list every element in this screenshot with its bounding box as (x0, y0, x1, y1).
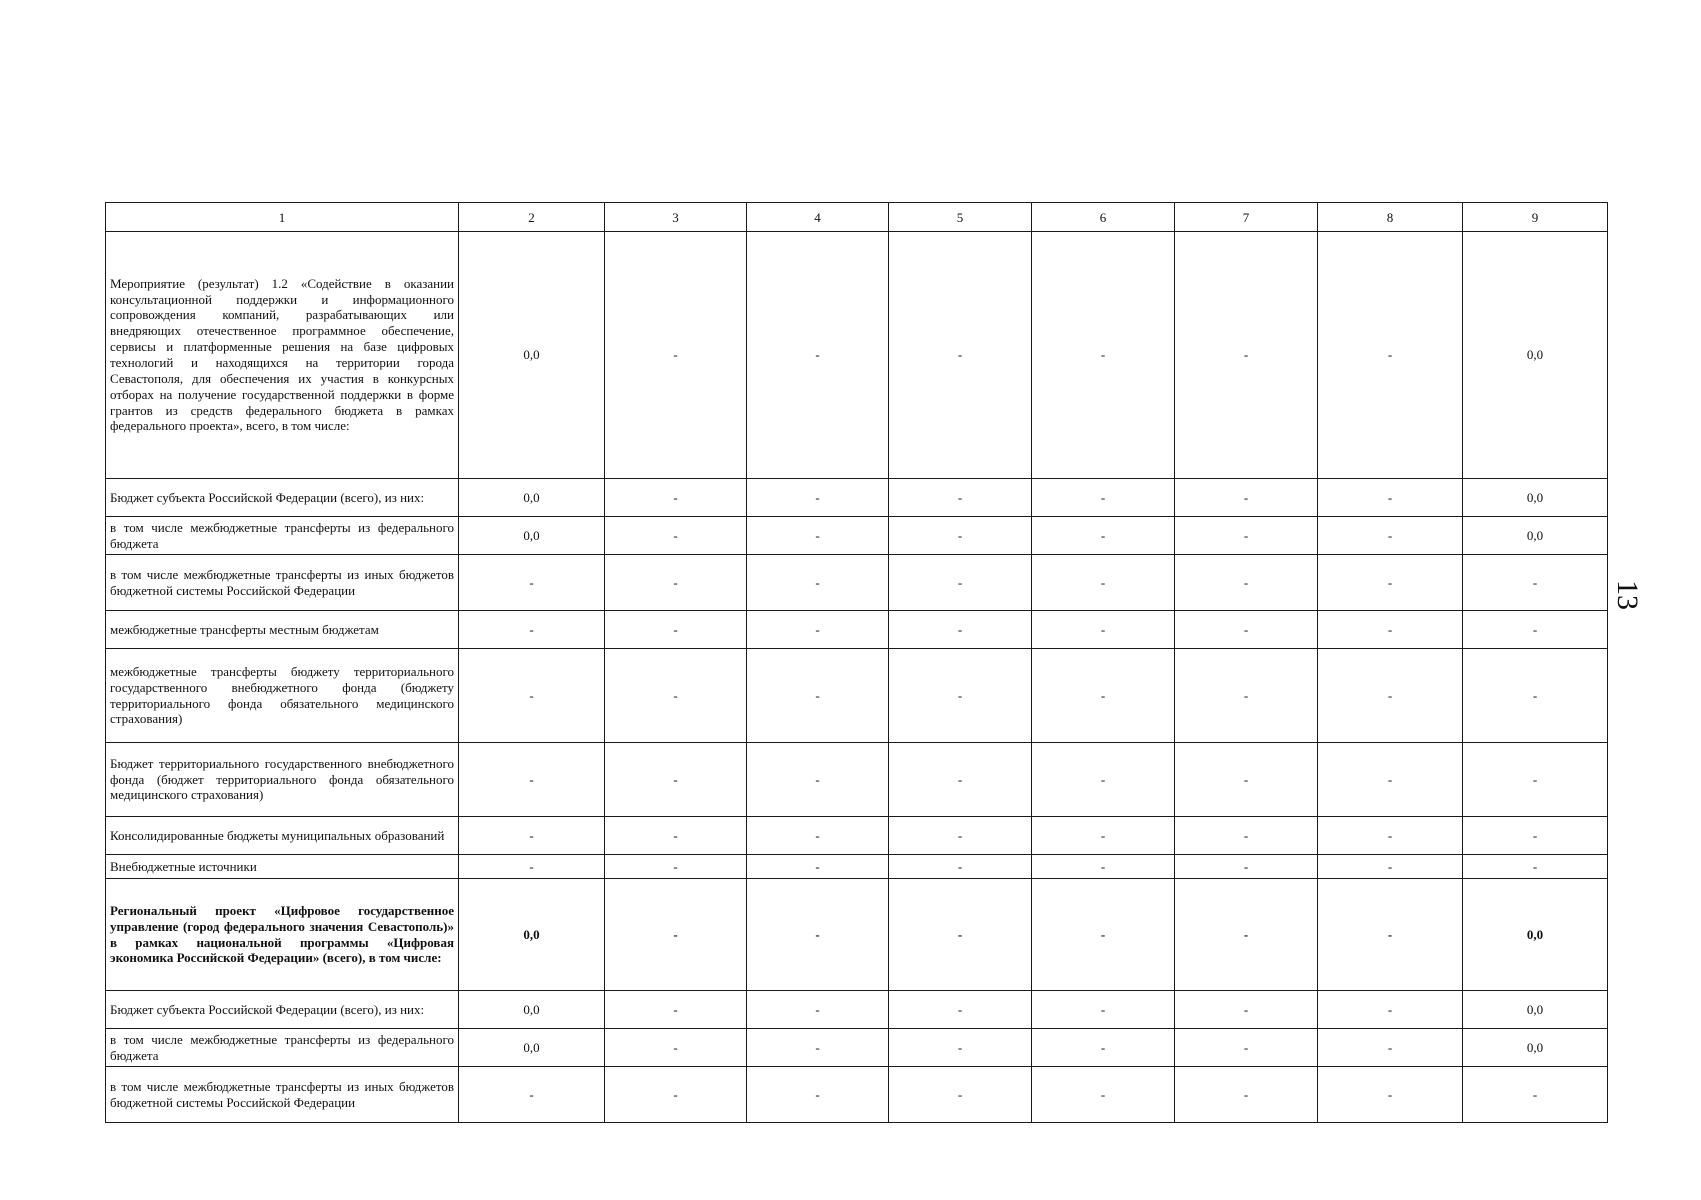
row-label: Бюджет территориального государственного внебюджетного фонда (бюджет территориального фонда обязательного медицинского страхования) (106, 743, 459, 817)
row-label: в том числе межбюджетные трансферты из федерального бюджета (106, 1029, 459, 1067)
row-label: в том числе межбюджетные трансферты из иных бюджетов бюджетной системы Российской Федерации (106, 555, 459, 611)
row-label: межбюджетные трансферты бюджету территориального государственного внебюджетного фонда (бюджету территориального фонда обязательного медицинского страхования) (106, 649, 459, 743)
cell-value: - (605, 879, 747, 991)
table-row (106, 232, 1608, 479)
row-label: межбюджетные трансферты местным бюджетам (106, 611, 459, 649)
cell-value: - (1032, 817, 1175, 855)
cell-value: 0,0 (459, 232, 605, 479)
row-label: в том числе межбюджетные трансферты из иных бюджетов бюджетной системы Российской Федерации (106, 1067, 459, 1123)
cell-value: - (605, 817, 747, 855)
cell-value: - (1175, 1029, 1318, 1067)
cell-value: - (1318, 1067, 1463, 1123)
cell-value: - (889, 817, 1032, 855)
cell-value: - (1175, 1067, 1318, 1123)
column-header: 7 (1175, 203, 1318, 232)
cell-value: - (605, 991, 747, 1029)
table-row (106, 479, 1608, 517)
row-label: в том числе межбюджетные трансферты из федерального бюджета (106, 517, 459, 555)
cell-value: - (747, 611, 889, 649)
cell-value: - (889, 1067, 1032, 1123)
cell-value: - (1032, 1067, 1175, 1123)
cell-value: - (1032, 517, 1175, 555)
cell-value: - (1175, 611, 1318, 649)
column-header: 8 (1318, 203, 1463, 232)
cell-value: - (1318, 232, 1463, 479)
cell-value: - (747, 517, 889, 555)
cell-value: 0,0 (1463, 879, 1608, 991)
cell-value: - (1175, 879, 1318, 991)
cell-value: - (605, 611, 747, 649)
table-row (106, 517, 1608, 555)
cell-value: - (1318, 991, 1463, 1029)
cell-value: - (1463, 611, 1608, 649)
cell-value: - (889, 1029, 1032, 1067)
cell-value: - (459, 743, 605, 817)
cell-value: - (889, 232, 1032, 479)
cell-value: - (1318, 479, 1463, 517)
cell-value: - (889, 517, 1032, 555)
cell-value: - (747, 743, 889, 817)
cell-value: - (1318, 879, 1463, 991)
cell-value: - (1463, 555, 1608, 611)
cell-value: - (747, 1067, 889, 1123)
cell-value: - (1463, 817, 1608, 855)
cell-value: - (1175, 555, 1318, 611)
cell-value: 0,0 (459, 479, 605, 517)
table-row (106, 817, 1608, 855)
column-header: 2 (459, 203, 605, 232)
cell-value: - (605, 743, 747, 817)
cell-value: - (1032, 879, 1175, 991)
cell-value: - (1318, 517, 1463, 555)
cell-value: - (1175, 649, 1318, 743)
cell-value: - (889, 611, 1032, 649)
row-label: Бюджет субъекта Российской Федерации (всего), из них: (106, 479, 459, 517)
cell-value: 0,0 (1463, 1029, 1608, 1067)
cell-value: - (1318, 817, 1463, 855)
cell-value: - (889, 555, 1032, 611)
row-label: Консолидированные бюджеты муниципальных образований (106, 817, 459, 855)
row-label: Мероприятие (результат) 1.2 «Содействие в оказании консультационной поддержки и информационного сопровождения компаний, разрабатывающих или внедряющих отечественное программное обеспечение, сервисы и платформенные решения на базе цифровых технологий и находящихся на территории города Севастополя, для обеспечения их участия в конкурсных отборах на получение государственной поддержки в форме грантов из средств федерального бюджета в рамках федерального проекта», всего, в том числе: (106, 232, 459, 479)
cell-value: - (605, 555, 747, 611)
cell-value: - (1032, 991, 1175, 1029)
cell-value: - (1032, 232, 1175, 479)
table-row (106, 743, 1608, 817)
cell-value: - (1318, 611, 1463, 649)
cell-value: - (747, 555, 889, 611)
budget-table (105, 202, 1608, 1123)
cell-value: - (1032, 743, 1175, 817)
cell-value: - (889, 743, 1032, 817)
table-row (106, 611, 1608, 649)
cell-value: 0,0 (459, 517, 605, 555)
cell-value: - (459, 817, 605, 855)
cell-value: - (1032, 649, 1175, 743)
cell-value: - (1175, 479, 1318, 517)
cell-value: 0,0 (1463, 479, 1608, 517)
cell-value: - (747, 855, 889, 879)
cell-value: - (459, 1067, 605, 1123)
cell-value: - (1175, 517, 1318, 555)
table-row (106, 1067, 1608, 1123)
table-row (106, 649, 1608, 743)
column-header: 9 (1463, 203, 1608, 232)
table-row (106, 855, 1608, 879)
column-header: 1 (106, 203, 459, 232)
cell-value: - (1032, 479, 1175, 517)
cell-value: - (459, 555, 605, 611)
page-number: 13 (1611, 580, 1644, 610)
cell-value: - (1032, 855, 1175, 879)
cell-value: - (459, 649, 605, 743)
row-label: Региональный проект «Цифровое государственное управление (город федерального значения Севастополь)» в рамках национальной программы «Цифровая экономика Российской Федерации» (всего), в том числе: (106, 879, 459, 991)
table-row (106, 1029, 1608, 1067)
cell-value: - (605, 232, 747, 479)
cell-value: - (1175, 743, 1318, 817)
cell-value: 0,0 (459, 991, 605, 1029)
cell-value: - (605, 649, 747, 743)
cell-value: - (889, 479, 1032, 517)
cell-value: - (747, 649, 889, 743)
cell-value: - (1175, 232, 1318, 479)
table-header-row (106, 203, 1608, 232)
cell-value: - (1032, 1029, 1175, 1067)
cell-value: - (459, 855, 605, 879)
cell-value: - (1032, 555, 1175, 611)
cell-value: - (889, 879, 1032, 991)
cell-value: - (889, 991, 1032, 1029)
cell-value: - (1318, 649, 1463, 743)
column-header: 4 (747, 203, 889, 232)
table-row (106, 555, 1608, 611)
cell-value: - (747, 479, 889, 517)
cell-value: - (1463, 855, 1608, 879)
cell-value: - (1318, 555, 1463, 611)
column-header: 6 (1032, 203, 1175, 232)
cell-value: - (889, 649, 1032, 743)
cell-value: - (889, 855, 1032, 879)
cell-value: - (1318, 855, 1463, 879)
cell-value: 0,0 (459, 879, 605, 991)
cell-value: - (605, 479, 747, 517)
cell-value: - (1032, 611, 1175, 649)
cell-value: 0,0 (1463, 232, 1608, 479)
cell-value: - (1175, 855, 1318, 879)
cell-value: - (605, 855, 747, 879)
cell-value: - (1463, 649, 1608, 743)
cell-value: 0,0 (1463, 517, 1608, 555)
cell-value: - (1175, 817, 1318, 855)
table-row (106, 879, 1608, 991)
cell-value: - (747, 1029, 889, 1067)
cell-value: - (747, 991, 889, 1029)
cell-value: - (605, 1067, 747, 1123)
cell-value: - (1463, 1067, 1608, 1123)
cell-value: - (747, 232, 889, 479)
cell-value: - (605, 1029, 747, 1067)
cell-value: - (747, 817, 889, 855)
cell-value: - (459, 611, 605, 649)
cell-value: 0,0 (1463, 991, 1608, 1029)
cell-value: - (1318, 743, 1463, 817)
cell-value: 0,0 (459, 1029, 605, 1067)
row-label: Бюджет субъекта Российской Федерации (всего), из них: (106, 991, 459, 1029)
cell-value: - (1318, 1029, 1463, 1067)
cell-value: - (1463, 743, 1608, 817)
column-header: 3 (605, 203, 747, 232)
row-label: Внебюджетные источники (106, 855, 459, 879)
column-header: 5 (889, 203, 1032, 232)
cell-value: - (1175, 991, 1318, 1029)
cell-value: - (747, 879, 889, 991)
cell-value: - (605, 517, 747, 555)
table-row (106, 991, 1608, 1029)
